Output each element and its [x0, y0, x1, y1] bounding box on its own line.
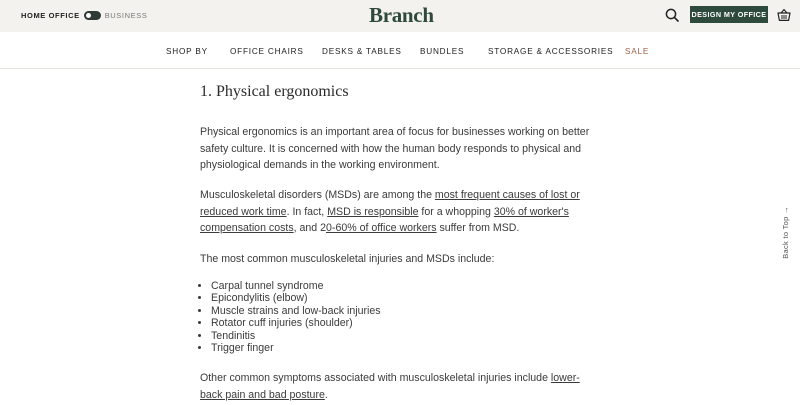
office-workers-link[interactable]: 0-60% of office workers: [326, 222, 437, 234]
text-segment: .: [324, 388, 328, 401]
list-item: • Tendinitis: [211, 330, 381, 342]
main-nav: [0, 32, 800, 69]
msd-paragraph: [200, 187, 595, 237]
msd-responsible-link[interactable]: MSD is responsible: [327, 205, 419, 218]
back-to-top-label: Back to Top →: [780, 205, 790, 259]
nav-shop-by[interactable]: SHOP BY: [166, 47, 208, 56]
section-heading: 1. Physical ergonomics: [200, 83, 349, 100]
search-icon[interactable]: [665, 8, 679, 22]
logo[interactable]: Branch: [369, 3, 434, 27]
business-label[interactable]: BUSINESS: [104, 11, 148, 20]
basket-icon[interactable]: [777, 8, 791, 22]
toggle-switch[interactable]: [84, 11, 101, 20]
list-item: • Carpal tunnel syndrome: [211, 280, 381, 292]
top-bar: [0, 0, 800, 32]
text-segment: Other common symptoms associated with musculoskeletal injuries include: [200, 372, 551, 384]
list-item: • Trigger finger: [211, 342, 381, 354]
injury-list: [200, 280, 381, 354]
nav-sale[interactable]: SALE: [625, 47, 650, 56]
text-segment: , and 2: [293, 222, 327, 234]
intro-paragraph: Physical ergonomics is an important area of focus for businesses working on better safety culture. It is concerned with how the human body responds to physical and physiological demands in the working environment.: [200, 126, 590, 171]
nav-storage-accessories[interactable]: STORAGE & ACCESSORIES: [488, 47, 614, 56]
text-segment: for a whopping: [418, 205, 494, 218]
lower-back-pain-link[interactable]: lower-back pain and bad posture: [200, 372, 580, 401]
text-segment: suffer from MSD.: [436, 222, 520, 234]
symptoms-paragraph: [200, 370, 595, 403]
list-item: • Muscle strains and low-back injuries: [211, 305, 381, 317]
list-item: • Rotator cuff injuries (shoulder): [211, 317, 381, 329]
nav-bundles[interactable]: BUNDLES: [420, 47, 465, 56]
home-office-label[interactable]: HOME OFFICE: [21, 11, 80, 20]
compensation-costs-link[interactable]: 30% of worker's compensation costs: [200, 205, 569, 234]
design-my-office-button[interactable]: DESIGN MY OFFICE: [690, 6, 768, 23]
text-segment: . In fact,: [286, 205, 328, 218]
office-type-toggle[interactable]: [21, 11, 147, 20]
nav-desks-tables[interactable]: DESKS & TABLES: [322, 47, 402, 56]
list-item: • Epicondylitis (elbow): [211, 292, 381, 304]
back-to-top-button[interactable]: [779, 203, 791, 261]
text-segment: Musculoskeletal disorders (MSDs) are among the: [200, 189, 435, 201]
lost-work-time-link[interactable]: most frequent causes of lost or reduced work time: [200, 189, 580, 218]
list-intro-paragraph: The most common musculoskeletal injuries and MSDs include:: [200, 253, 495, 265]
nav-office-chairs[interactable]: OFFICE CHAIRS: [230, 47, 304, 56]
